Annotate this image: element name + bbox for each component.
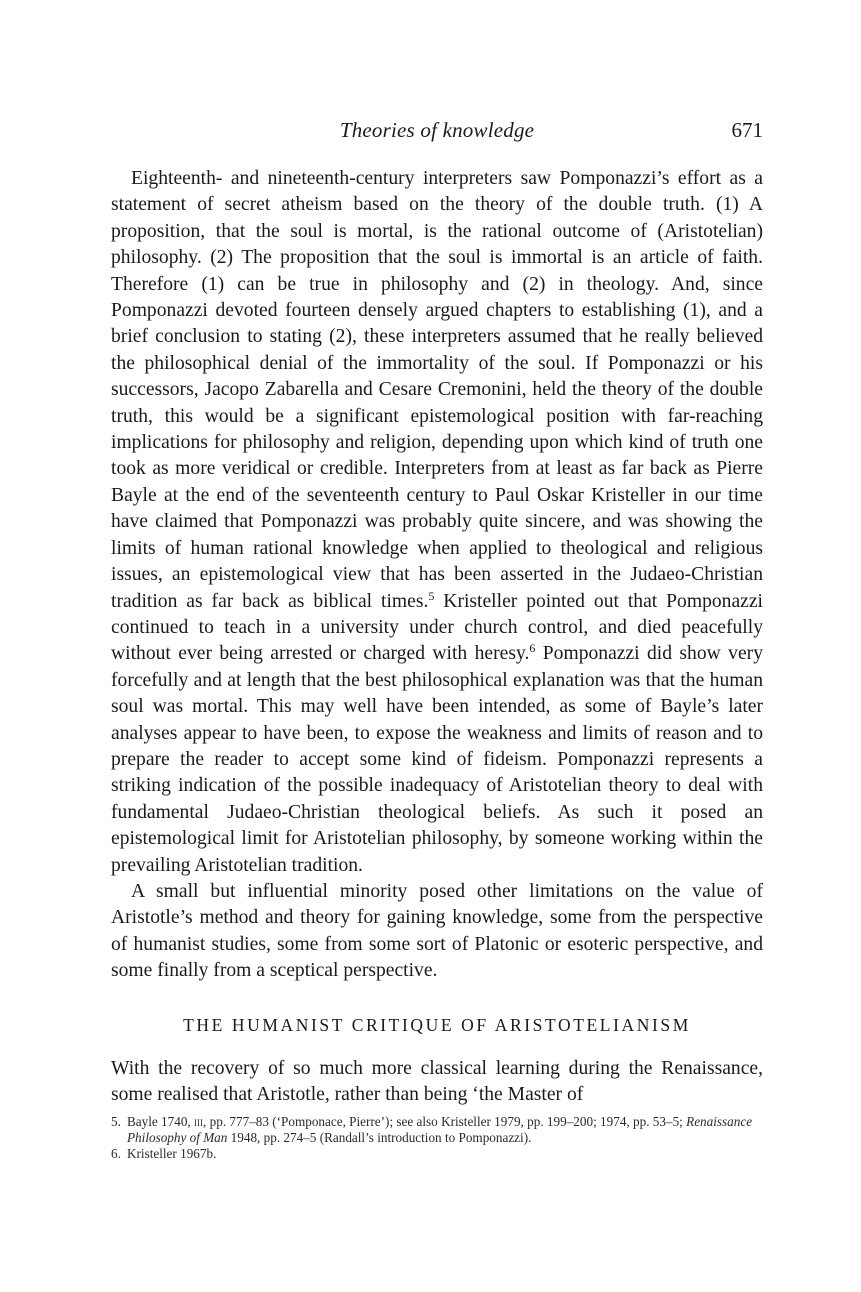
footnote bbox=[111, 1146, 763, 1162]
paragraph-text: Eighteenth- and nineteenth-century interpreters saw Pomponazzi’s effort as a statement of secret atheism based on the theory of the double truth. (1) A proposition, that the soul is mortal, is the rational outcome of (Aristotelian) philosophy. (2) The proposition that the soul is immortal is an article of faith. Therefore (1) can be true in philosophy and (2) in theology. And, since Pomponazzi devoted fourteen densely argued chapters to establishing (1), and a brief conclusion to stating (2), these interpreters assumed that he really believed the philosophical denial of the immortality of the soul. If Pomponazzi or his successors, Jacopo Zabarella and Cesare Cremonini, held the theory of the double truth, this would be a significant epistemological position with far-reaching implications for philosophy and religion, depending upon which kind of truth one took as more veridical or credible. Interpreters from at least as far back as Pierre Bayle at the end of the seventeenth century to Paul Oskar Kristeller in our time have claimed that Pomponazzi was probably quite sincere, and was showing the limits of human rational knowledge when applied to theological and religious issues, an epistemological view that has been asserted in the Judaeo-Christian tradition as far back as biblical times. bbox=[111, 168, 763, 612]
footnote-text-part: , pp. 777–83 (‘Pomponace, Pierre’); see also Kristeller 1979, pp. 199–200; 1974, pp. 53–5; bbox=[203, 1114, 687, 1130]
footnote bbox=[111, 1114, 763, 1146]
running-title: Theories of knowledge bbox=[339, 118, 535, 142]
body-text bbox=[111, 166, 763, 1108]
paragraph: With the recovery of so much more classical learning during the Renaissance, some realised that Aristotle, rather than being ‘the Master of bbox=[111, 1057, 763, 1105]
paragraph bbox=[111, 166, 763, 879]
paragraph-text: Pomponazzi did show very forcefully and at length that the best philosophical explanation was that the human soul was mortal. This may well have been intended, as some of Bayle’s later analyses appear to have been, to expose the weakness and limits of reason and to prepare the reader to accept some kind of fideism. Pomponazzi represents a striking indication of the possible inadequacy of Aristotelian theory to deal with fundamental Judaeo-Christian theological beliefs. As such it posed an epistemological limit for Aristotelian philosophy, by someone working within the prevailing Aristotelian tradition. bbox=[111, 643, 763, 876]
paragraph: A small but influential minority posed other limitations on the value of Aristotle’s method and theory for gaining knowledge, some from the perspective of humanist studies, some from some sort of Platonic or esoteric perspective, and some finally from a sceptical perspective. bbox=[111, 880, 763, 982]
book-page bbox=[111, 112, 763, 1162]
footnote-ref: 6 bbox=[529, 641, 536, 656]
page-number: 671 bbox=[731, 118, 763, 142]
footnote-volume: iii bbox=[194, 1114, 204, 1130]
footnote-ref: 5 bbox=[428, 588, 435, 603]
footnote-text-part: 1948, pp. 274–5 (Randall’s introduction to Pomponazzi). bbox=[227, 1130, 532, 1146]
section-heading: THE HUMANIST CRITIQUE OF ARISTOTELIANISM bbox=[183, 1014, 691, 1035]
page-header bbox=[111, 112, 763, 142]
footnote-number: 5. bbox=[111, 1114, 121, 1130]
footnote-text-part: Bayle 1740, bbox=[127, 1114, 195, 1130]
footnote-text bbox=[127, 1114, 763, 1146]
footnote-text: Kristeller 1967b. bbox=[127, 1146, 217, 1162]
footnote-title: Renaissance Philosophy of Man bbox=[127, 1114, 753, 1146]
footnotes bbox=[111, 1114, 763, 1162]
footnote-number: 6. bbox=[111, 1146, 121, 1162]
paragraph-text: Kristeller pointed out that Pomponazzi continued to teach in a university under church control, and died peacefully without ever being arrested or charged with heresy. bbox=[111, 590, 764, 665]
